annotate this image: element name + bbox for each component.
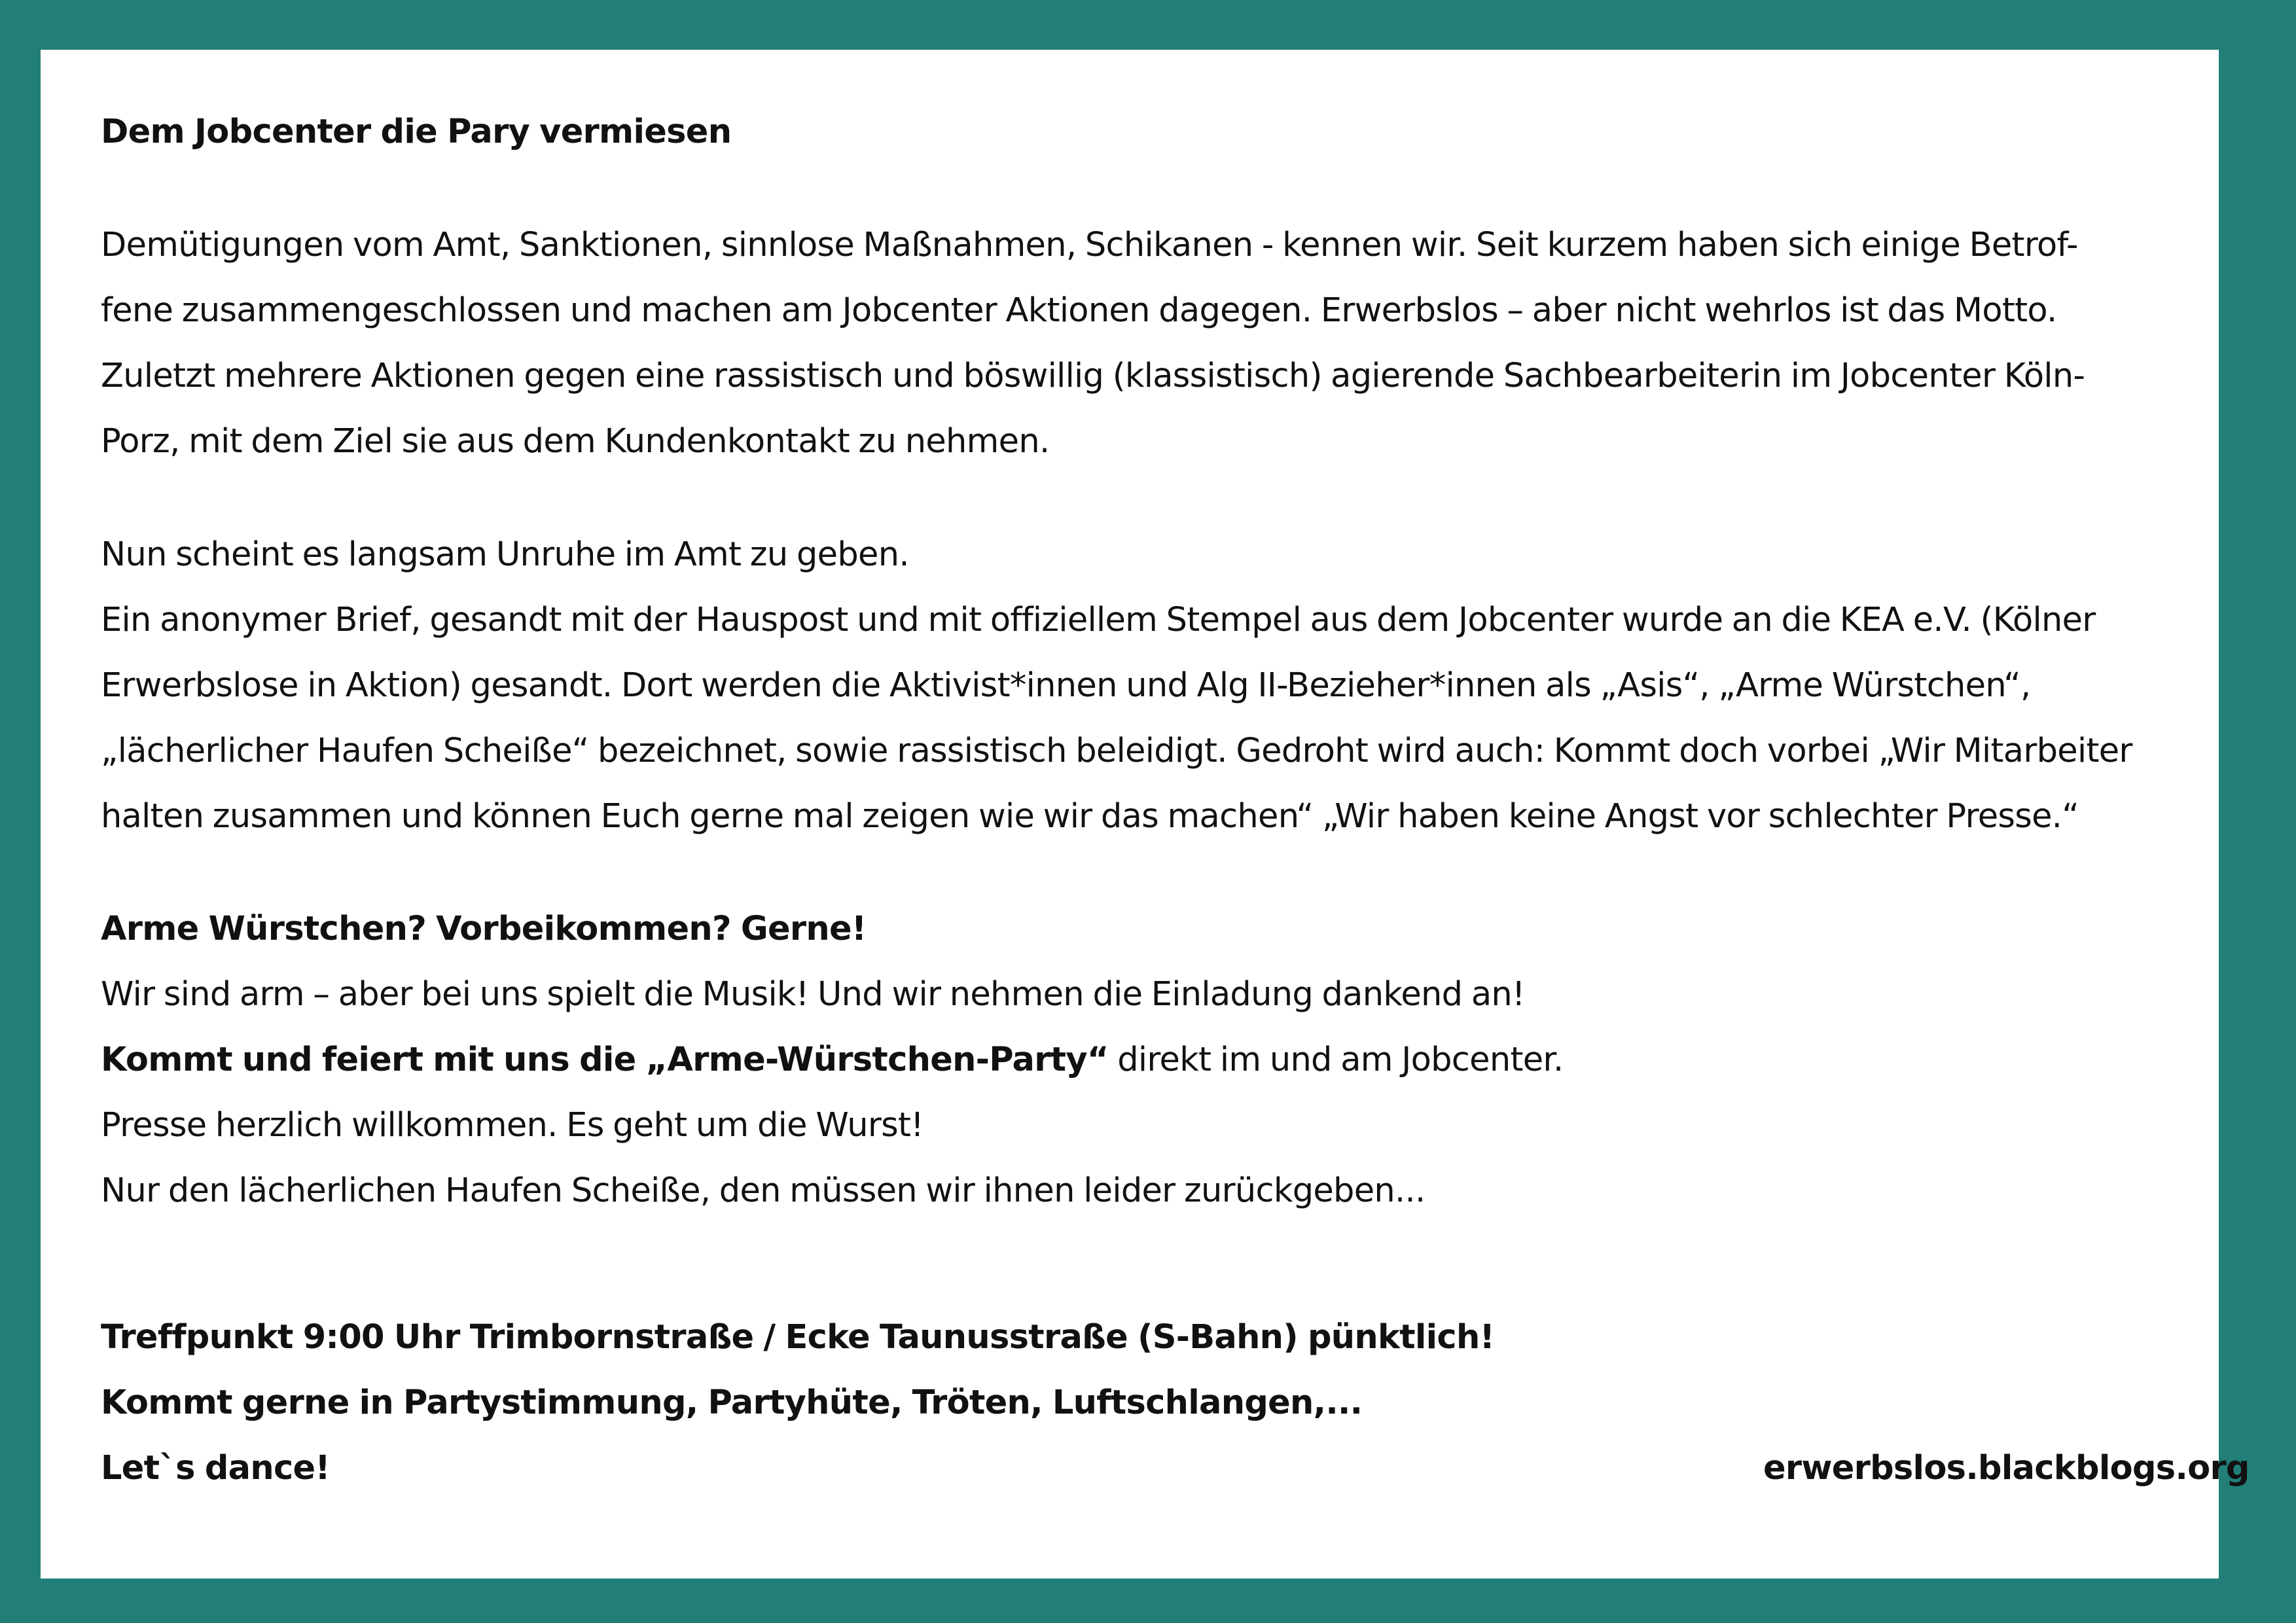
flyer-title: Dem Jobcenter die Pary vermiesen — [101, 113, 732, 151]
section3-line-3: Presse herzlich willkommen. Es geht um die Wurst! — [101, 1106, 924, 1145]
website-link[interactable]: erwerbslos.blackblogs.org — [1763, 1449, 2250, 1488]
flyer-sheet — [41, 50, 2250, 1578]
para2-line-2: Ein anonymer Brief, gesandt mit der Hauspost und mit offiziellem Stempel aus dem Jobcenter wurde an die KEA e.V. (Kölner — [101, 601, 2096, 639]
para2-line-3: Erwerbslose in Aktion) gesandt. Dort werden die Aktivist*innen und Alg II-Bezieher*innen als „Asis“, „Arme Würstchen“, — [101, 666, 2031, 705]
para1-line-3: Zuletzt mehrere Aktionen gegen eine rassistisch und böswillig (klassistisch) agierende Sachbearbeiterin im Jobcenter Köln- — [101, 357, 2085, 395]
para1-line-2: fene zusammengeschlossen und machen am Jobcenter Aktionen dagegen. Erwerbslos – aber nicht wehrlos ist das Motto. — [101, 291, 2057, 330]
party-invitation-rest: direkt im und am Jobcenter. — [1108, 1041, 1564, 1079]
para2-line-4: „lächerlicher Haufen Scheiße“ bezeichnet, sowie rassistisch beleidigt. Gedroht wird auch: Kommt doch vorbei „Wir Mitarbeiter — [101, 732, 2132, 770]
meeting-point: Treffpunkt 9:00 Uhr Trimbornstraße / Ecke Taunusstraße (S-Bahn) pünktlich! — [101, 1318, 1495, 1357]
para1-line-1: Demütigungen vom Amt, Sanktionen, sinnlose Maßnahmen, Schikanen - kennen wir. Seit kurzem haben sich einige Betrof- — [101, 226, 2078, 264]
section3-line-4: Nur den lächerlichen Haufen Scheiße, den müssen wir ihnen leider zurückgeben... — [101, 1171, 1426, 1210]
party-invitation-bold: Kommt und feiert mit uns die „Arme-Würstchen-Party“ — [101, 1041, 1109, 1079]
section3-line-1: Wir sind arm – aber bei uns spielt die Musik! Und wir nehmen die Einladung dankend an! — [101, 975, 1525, 1014]
para2-line-1: Nun scheint es langsam Unruhe im Amt zu geben. — [101, 535, 909, 574]
section3-heading: Arme Würstchen? Vorbeikommen? Gerne! — [101, 910, 867, 948]
para2-line-5: halten zusammen und können Euch gerne mal zeigen wie wir das machen“ „Wir haben keine Angst vor schlechter Presse.“ — [101, 797, 2079, 836]
section3-line-2 — [101, 1043, 1564, 1077]
lets-dance: Let`s dance! — [101, 1449, 330, 1488]
dress-code: Kommt gerne in Partystimmung, Partyhüte, Tröten, Luftschlangen,... — [101, 1383, 1363, 1422]
para1-line-4: Porz, mit dem Ziel sie aus dem Kundenkontakt zu nehmen. — [101, 422, 1050, 461]
